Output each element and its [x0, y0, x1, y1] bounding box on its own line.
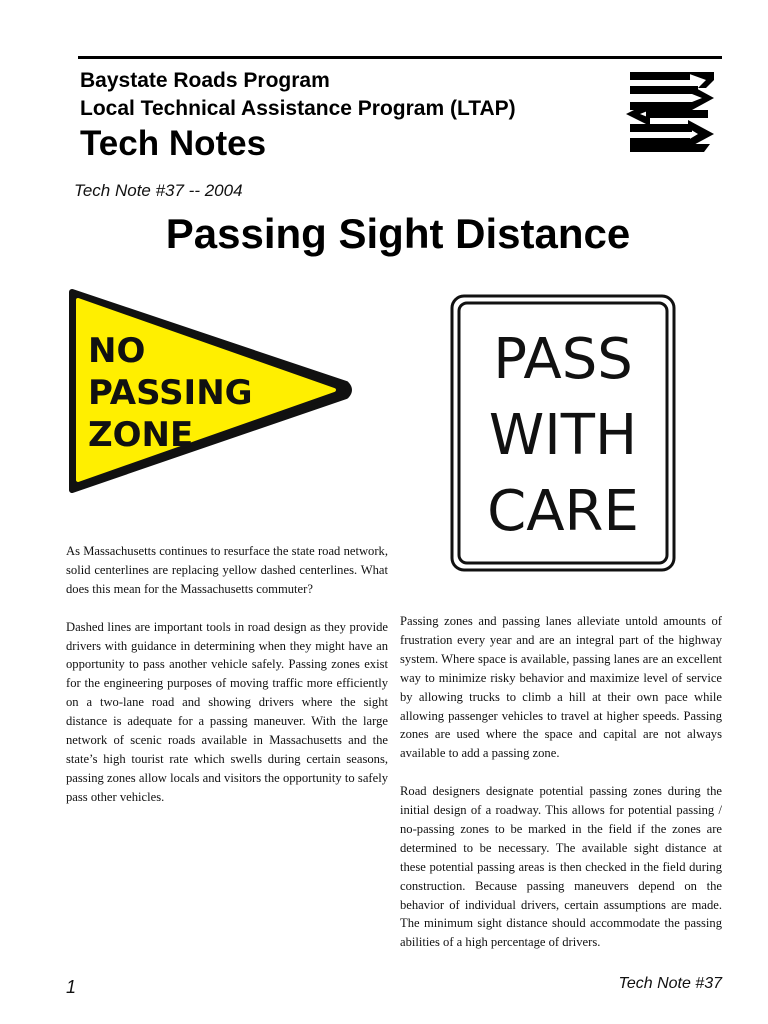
pass-with-care-line-2: WITH [488, 403, 638, 468]
baystate-arrows-logo-icon [626, 72, 714, 152]
pass-with-care-sign [450, 294, 676, 572]
paragraph: Road designers designate potential passing zones during the initial design of a roadway. This allows for potential passing / no-passing zones to be marked in the field if the zones are determined to be necessary. The available sight distance at these potential passing areas is then checked in the field during construction. Because passing maneuvers depend on the behavior of individual drivers, certain assumptions are made. The minimum sight distance should accommodate the passing abilities of a high percentage of drivers. [400, 784, 722, 950]
no-passing-zone-sign [66, 286, 352, 496]
paragraph: Passing zones and passing lanes alleviate untold amounts of frustration every year and are an integral part of the highway system. Where space is available, passing lanes are an excellent way to minimize risky behavior and maximize level of service by allowing trucks to climb a hill at their own pace while allowing passenger vehicles to travel at higher speeds. Passing zones are used where the space and capital are not always available to add a passing zone. [400, 614, 722, 761]
pass-with-care-line-1: PASS [493, 327, 633, 392]
left-column [66, 542, 388, 807]
footer-label: Tech Note #37 [618, 975, 722, 992]
paragraph: As Massachusetts continues to resurface the state road network, solid centerlines are replacing yellow dashed centerlines. What does this mean for the Massachusetts commuter? [66, 544, 388, 596]
no-passing-line-3: ZONE [88, 415, 194, 455]
no-passing-line-1: NO [88, 331, 146, 371]
org-name: Baystate Roads Program [80, 69, 330, 92]
no-passing-line-2: PASSING [88, 373, 253, 413]
paragraph: Dashed lines are important tools in road design as they provide drivers with guidance in determining when they might have an opportunity to pass another vehicle safely. Passing zones exist for the engineering purposes of moving traffic more efficiently on a two-lane road and showing drivers where the sight distance is adequate for a passing maneuver. With the large network of scenic roads available in Massachusetts and the state’s high tourist rate which swells during certain seasons, passing zones allow locals and visitors the opportunity to safely pass other vehicles. [66, 619, 388, 804]
pass-with-care-line-3: CARE [487, 479, 639, 544]
program-name: Local Technical Assistance Program (LTAP) [80, 97, 516, 120]
page-number: 1 [66, 977, 77, 997]
tech-note-number: Tech Note #37 -- 2004 [74, 181, 243, 200]
series-title: Tech Notes [80, 124, 267, 163]
right-column [400, 612, 722, 952]
header-rule [78, 56, 722, 59]
page-title: Passing Sight Distance [165, 210, 631, 257]
